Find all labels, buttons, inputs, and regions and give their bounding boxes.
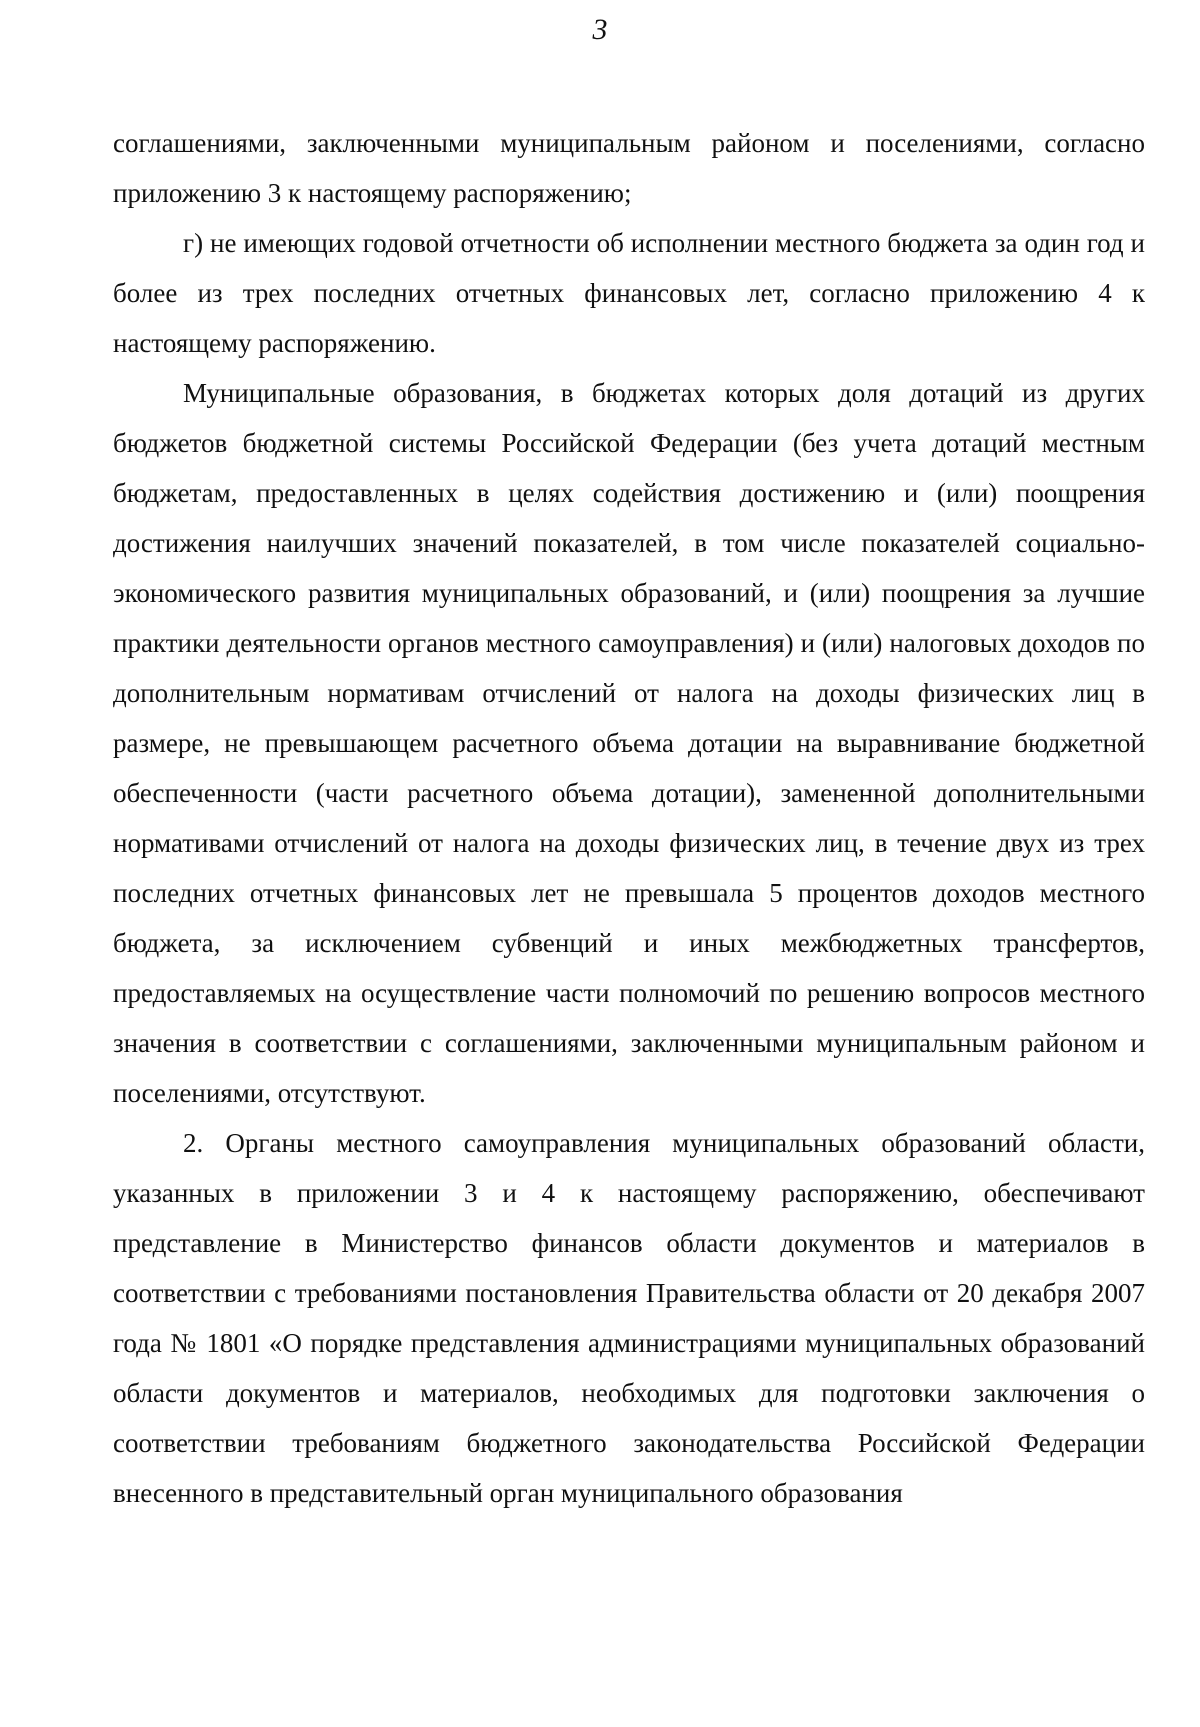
- document-body: [113, 118, 1145, 1518]
- paragraph-item-g: г) не имеющих годовой отчетности об исполнении местного бюджета за один год и более из трех последних отчетных финансовых лет, согласно приложению 4 к настоящему распоряжению.: [113, 228, 1145, 358]
- page-number: 3: [592, 13, 608, 46]
- paragraph-municipalities: Муниципальные образования, в бюджетах которых доля дотаций из других бюджетов бюджетной системы Российской Федерации (без учета дотаций местным бюджетам, предоставленных в целях содействия достижению и (или) поощрения достижения наилучших значений показателей, в том числе показателей социально-экономического развития муниципальных образований, и (или) поощрения за лучшие практики деятельности органов местного самоуправления) и (или) налоговых доходов по дополнительным нормативам отчислений от налога на доходы физических лиц в размере, не превышающем расчетного объема дотации на выравнивание бюджетной обеспеченности (части расчетного объема дотации), замененной дополнительными нормативами отчислений от налога на доходы физических лиц, в течение двух из трех последних отчетных финансовых лет не превышала 5 процентов доходов местного бюджета, за исключением субвенций и иных межбюджетных трансфертов, предоставляемых на осуществление части полномочий по решению вопросов местного значения в соответствии с соглашениями, заключенными муниципальным районом и поселениями, отсутствуют.: [113, 378, 1145, 1108]
- paragraph-continuation: соглашениями, заключенными муниципальным районом и поселениями, согласно приложению 3 к настоящему распоряжению;: [113, 128, 1145, 208]
- paragraph-item-2: 2. Органы местного самоуправления муниципальных образований области, указанных в приложении 3 и 4 к настоящему распоряжению, обеспечивают представление в Министерство финансов области документов и материалов в соответствии с требованиями постановления Правительства области от 20 декабря 2007 года № 1801 «О порядке представления администрациями муниципальных образований области документов и материалов, необходимых для подготовки заключения о соответствии требованиям бюджетного законодательства Российской Федерации внесенного в представительный орган муниципального образования: [113, 1128, 1145, 1508]
